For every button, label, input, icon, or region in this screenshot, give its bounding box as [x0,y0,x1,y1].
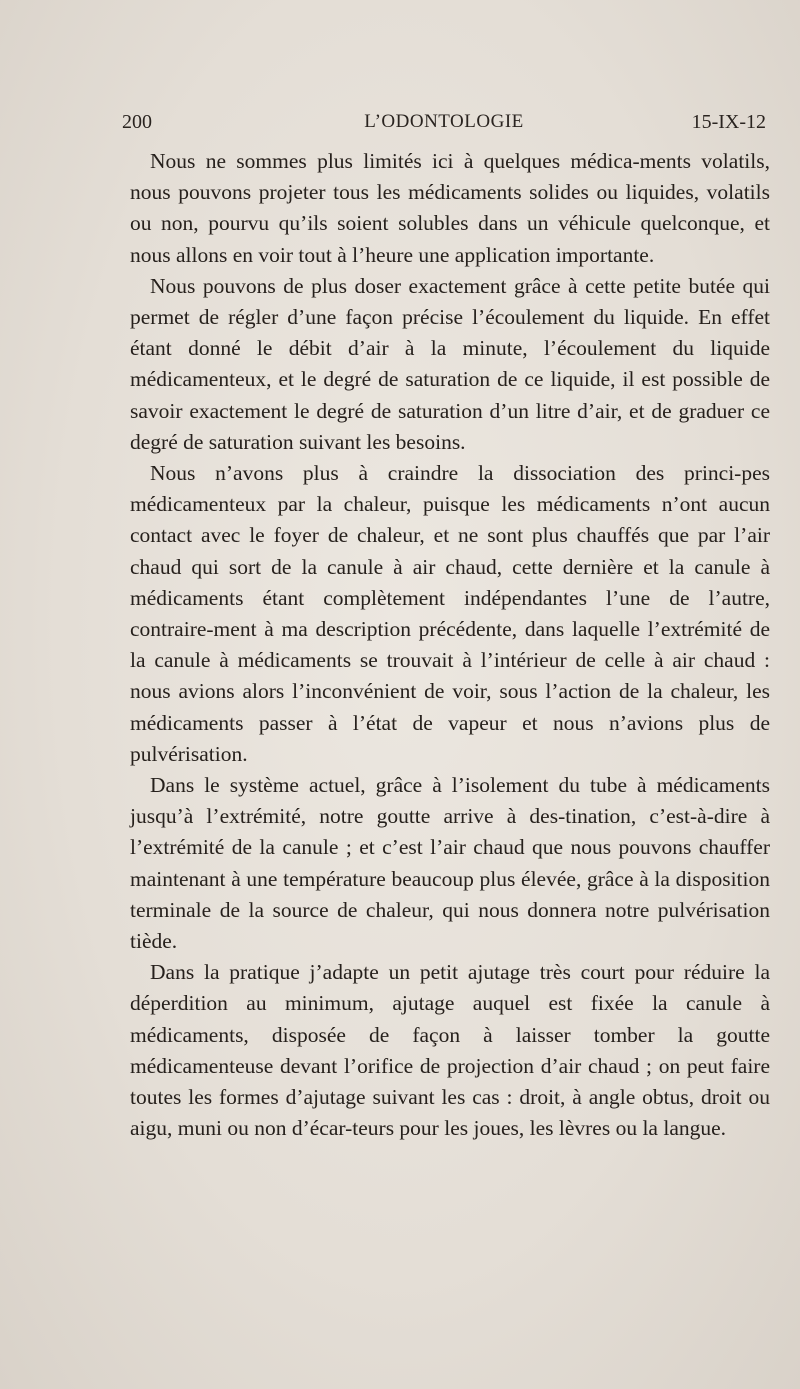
running-title: L’ODONTOLOGIE [364,111,524,132]
paragraph: Nous ne sommes plus limités ici à quelques médica-ments volatils, nous pouvons projeter tous les médicaments solides ou liquides, volatils ou non, pourvu qu’ils soient solubles dans un véhicule quelconque, et nous allons en voir tout à l’heure une application importante. [130,149,770,267]
page-number: 200 [122,111,152,133]
issue-date: 15-IX-12 [691,111,766,133]
body-text [130,146,770,1145]
paragraph: Nous n’avons plus à craindre la dissociation des princi-pes médicamenteux par la chaleur, puisque les médicaments n’ont aucun contact avec le foyer de chaleur, et ne sont plus chauffés que par l’air chaud qui sort de la canule à air chaud, cette dernière et la canule à médicaments étant complètement indépendantes l’une de l’autre, contraire-ment à ma description précédente, dans laquelle l’extrémité de la canule à médicaments se trouvait à l’intérieur de celle à air chaud : nous avions alors l’inconvénient de voir, sous l’action de la chaleur, les médicaments passer à l’état de vapeur et nous n’avions plus de pulvérisation. [130,461,770,766]
page-header [122,111,766,137]
paragraph: Nous pouvons de plus doser exactement grâce à cette petite butée qui permet de régler d’une façon précise l’écoulement du liquide. En effet étant donné le débit d’air à la minute, l’écoulement du liquide médicamenteux, et le degré de saturation de ce liquide, il est possible de savoir exactement le degré de saturation d’un litre d’air, et de graduer ce degré de saturation suivant les besoins. [130,273,770,454]
paragraph: Dans la pratique j’adapte un petit ajutage très court pour réduire la déperdition au minimum, ajutage auquel est fixée la canule à médicaments, disposée de façon à laisser tomber la goutte médicamenteuse devant l’orifice de projection d’air chaud ; on peut faire toutes les formes d’ajutage suivant les cas : droit, à angle obtus, droit ou aigu, muni ou non d’écar-teurs pour les joues, les lèvres ou la langue. [130,960,770,1141]
paragraph: Dans le système actuel, grâce à l’isolement du tube à médicaments jusqu’à l’extrémité, notre goutte arrive à des-tination, c’est-à-dire à l’extrémité de la canule ; et c’est l’air chaud que nous pouvons chauffer maintenant à une température beaucoup plus élevée, grâce à la disposition terminale de la source de chaleur, qui nous donnera notre pulvérisation tiède. [130,773,770,954]
